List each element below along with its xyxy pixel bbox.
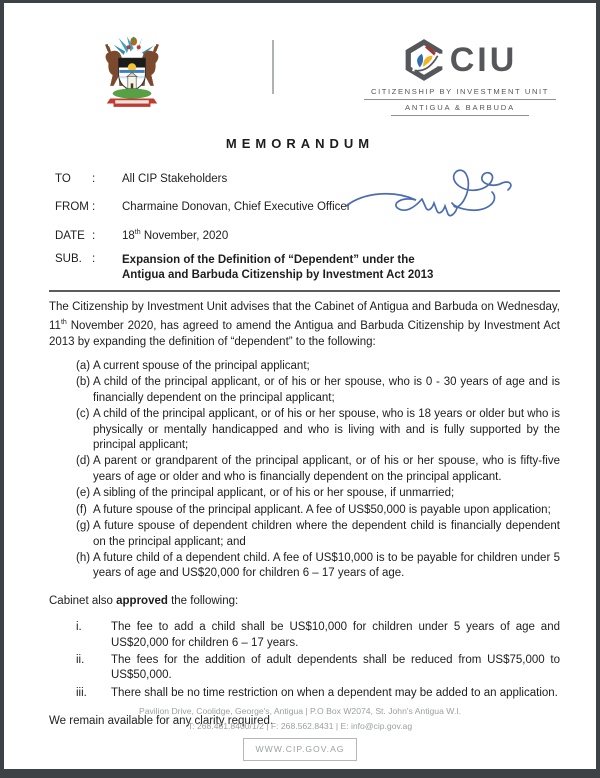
item-text: A future spouse of dependent children where the dependent child is financially dependent on the principal applicant; and — [93, 520, 560, 548]
to-label: TO — [55, 173, 71, 185]
memo-body — [49, 300, 560, 730]
memo-page — [4, 3, 596, 769]
intro-before: The Citizenship by Investment Unit advises that the Cabinet of Antigua and Barbuda on Wednesday, 11 — [49, 301, 560, 333]
approval-item-ii — [49, 653, 560, 684]
item-text: A current spouse of the principal applicant; — [93, 360, 310, 373]
ciu-country-name: ANTIGUA & BARBUDA — [391, 103, 529, 116]
definition-item-d — [49, 454, 560, 485]
subject-text — [122, 253, 433, 282]
definition-item-g — [49, 519, 560, 550]
date-value — [122, 230, 228, 242]
definition-item-f — [49, 503, 560, 518]
definition-item-c — [49, 407, 560, 453]
approval-item-i — [49, 620, 560, 651]
approvals-list — [49, 620, 560, 701]
definition-item-h — [49, 551, 560, 582]
meta-row-to — [55, 173, 227, 185]
ciu-acronym: CIU — [449, 41, 518, 79]
meta-row-from — [55, 201, 351, 213]
date-suffix: th — [134, 229, 141, 236]
definitions-list — [49, 359, 560, 582]
footer-contact: T: 268.481.8400/1/2 | F: 268.562.8431 | E: info@cip.gov.ag — [187, 721, 413, 731]
item-marker: i. — [76, 621, 82, 634]
memo-title: MEMORANDUM — [225, 136, 375, 151]
date-colon: : — [92, 229, 96, 242]
definition-item-b — [49, 375, 560, 406]
item-text: A parent or grandparent of the principal applicant, or of his or her spouse, who is fifty-five years of age or older and who is financially dependent on the principal applicant. — [93, 455, 560, 483]
item-marker: iii. — [76, 686, 87, 699]
from-value: Charmaine Donovan, Chief Executive Officer — [122, 201, 351, 213]
sub-colon: : — [92, 253, 96, 265]
item-marker: (b) — [76, 376, 91, 389]
footer-address: Pavilion Drive, Coolidge, George's, Antigua | P.O Box W2074, St. John's Antigua W.I. — [138, 706, 462, 716]
date-day: 18 — [122, 229, 135, 242]
antigua-barbuda-coat-of-arms-icon — [90, 33, 174, 117]
header-divider — [272, 40, 274, 94]
item-text: The fees for the addition of adult dependents shall be reduced from US$75,000 to US$50,000. — [111, 653, 560, 682]
meta-row-date — [55, 229, 228, 242]
from-label: FROM — [55, 201, 89, 213]
date-rest: November, 2020 — [140, 229, 229, 242]
to-colon: : — [92, 173, 96, 185]
item-marker: (e) — [76, 487, 91, 500]
cabinet-bold-word: approved — [116, 594, 168, 607]
item-text: There shall be no time restriction on when a dependent may be added to an application. — [111, 686, 558, 699]
ceo-signature-image — [342, 166, 520, 224]
ciu-unit-name: CITIZENSHIP BY INVESTMENT UNIT — [364, 87, 556, 100]
cabinet-before: Cabinet also — [49, 594, 117, 607]
sub-label: SUB. — [55, 253, 82, 265]
from-colon: : — [92, 201, 96, 213]
item-marker: (a) — [76, 360, 91, 373]
item-marker: (d) — [76, 455, 91, 468]
subject-line-1: Expansion of the Definition of “Dependent” under the — [122, 254, 415, 266]
subject-line-2: Antigua and Barbuda Citizenship by Investment Act 2013 — [122, 268, 434, 281]
cabinet-approved-line — [49, 594, 560, 609]
item-marker: (g) — [76, 520, 91, 533]
item-text: The fee to add a child shall be US$10,000 for children under 5 years of age and US$20,000 for children 6 – 17 years. — [111, 621, 560, 649]
item-marker: (c) — [76, 408, 90, 421]
ciu-hexagon-icon — [403, 39, 445, 81]
closing-line: We remain available for any clarity required. — [49, 715, 274, 728]
to-value: All CIP Stakeholders — [122, 173, 228, 185]
approval-item-iii — [49, 686, 560, 701]
item-marker: (h) — [76, 551, 91, 564]
ciu-logo — [364, 39, 556, 116]
definition-item-e — [49, 486, 560, 501]
item-text: A child of the principal applicant, or of his or her spouse, who is 0 - 30 years of age and is financially dependent on the principal applicant; — [93, 376, 560, 404]
intro-after: November 2020, has agreed to amend the Antigua and Barbuda Citizenship by Investment Act 2013 by expanding the definition of “dependent” to the following: — [49, 320, 560, 348]
item-text: A future child of a dependent child. A fee of US$10,000 is to be payable for children under 5 years of age and US$20,000 for children 6 – 17 years of age. — [93, 551, 560, 580]
definition-item-a — [49, 359, 560, 374]
cabinet-after: the following: — [167, 594, 239, 607]
intro-paragraph — [49, 300, 560, 350]
item-text: A future spouse of the principal applicant. A fee of US$50,000 is payable upon application; — [93, 503, 551, 516]
item-text: A sibling of the principal applicant, or of his or her spouse, if unmarried; — [93, 487, 455, 500]
date-label: DATE — [55, 229, 85, 242]
intro-sup: th — [60, 319, 67, 327]
item-marker: (f) — [76, 503, 87, 516]
memo-footer — [4, 704, 596, 761]
website-box: WWW.CIP.GOV.AG — [243, 738, 358, 761]
header-rule — [49, 290, 560, 292]
item-text: A child of the principal applicant, or of his or her spouse, who is 18 years or older but who is physically or mentally handicapped and who is living with and is fully supported by the principal applicant; — [93, 408, 560, 452]
meta-row-sub — [55, 253, 433, 282]
item-marker: ii. — [76, 653, 85, 666]
